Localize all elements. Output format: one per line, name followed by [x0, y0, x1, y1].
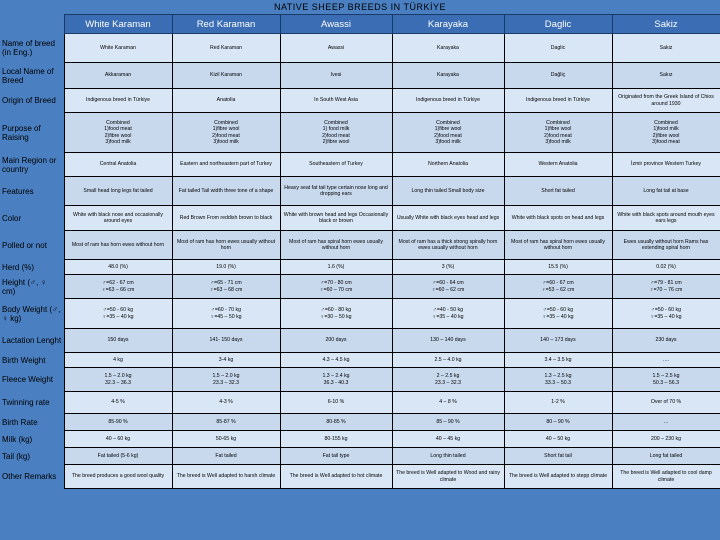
row-label: Features [0, 177, 64, 206]
table-row [0, 63, 720, 89]
table-row [0, 260, 720, 275]
table-cell: Long fat tail at base [612, 177, 720, 206]
row-label: Name of breed (in Eng.) [0, 34, 64, 63]
row-label: Fleece Weight [0, 368, 64, 392]
table-cell: 1.5 – 2.0 kg 23.3 – 32.3 [172, 368, 280, 392]
table-cell: The breed is Well adapted to hot climate [280, 465, 392, 489]
table-cell: ♂=50 - 60 kg ♀=35 – 40 kg [504, 299, 612, 329]
breeds-table [0, 14, 720, 489]
table-cell: 85-87 % [172, 414, 280, 431]
table-cell: 130 – 140 days [392, 329, 504, 353]
table-cell: Southeastern of Turkey [280, 153, 392, 177]
table-cell: Long fat tailed [612, 448, 720, 465]
row-label: Local Name of Breed [0, 63, 64, 89]
table-cell: Eastern and northeastern part of Turkey [172, 153, 280, 177]
table-cell: 19.0 (%) [172, 260, 280, 275]
row-label: Milk (kg) [0, 431, 64, 448]
table-cell: Short fat tail [504, 448, 612, 465]
table-cell: …. [612, 353, 720, 368]
table-cell: Ivesi [280, 63, 392, 89]
table-cell: Sakız [612, 63, 720, 89]
table-cell: 1.3 – 2.4 kg 36.3 - 40.3 [280, 368, 392, 392]
row-label: Purpose of Raising [0, 113, 64, 153]
table-cell: Combined 1)fibre wool 2)food meat 3)food milk [172, 113, 280, 153]
table-cell: Short fat tailed [504, 177, 612, 206]
table-cell: Fat tailed [172, 448, 280, 465]
table-cell: Sakiz [612, 34, 720, 63]
table-cell: ♂=70 - 80 cm ♀=60 – 70 cm [280, 275, 392, 299]
table-cell: Long thin tailed Small body size [392, 177, 504, 206]
table-cell: 141- 150 days [172, 329, 280, 353]
table-cell: Indigenous breed in Türkiye [64, 89, 172, 113]
table-cell: 1-2 % [504, 392, 612, 414]
table-cell: Most of ram has horn ewes usually without horn [172, 231, 280, 260]
table-cell: … [612, 414, 720, 431]
table-cell: ♂=40 - 50 kg ♀=35 – 40 kg [392, 299, 504, 329]
row-label: Birth Weight [0, 353, 64, 368]
row-label: Color [0, 206, 64, 231]
table-cell: ♂=79 - 81 cm ♀=70 – 76 cm [612, 275, 720, 299]
table-cell: 2.5 – 4.0 kg [392, 353, 504, 368]
table-cell: 40 – 60 kg [64, 431, 172, 448]
table-cell: White with black nose and occasionally around eyes [64, 206, 172, 231]
table-cell: 4-5 % [64, 392, 172, 414]
table-row [0, 392, 720, 414]
table-cell: İzmir province Western Turkey [612, 153, 720, 177]
table-cell: ♂=65 - 71 cm ♀=63 – 68 cm [172, 275, 280, 299]
row-label: Other Remarks [0, 465, 64, 489]
table-cell: Combined 1)fibre wool 2)food meat 3)food milk [392, 113, 504, 153]
table-cell: Usually White with black eyes head and legs [392, 206, 504, 231]
table-cell: White Karaman [64, 34, 172, 63]
header-row [0, 15, 720, 34]
table-cell: Central Anatolia [64, 153, 172, 177]
table-cell: 4.3 – 4.5 kg [280, 353, 392, 368]
table-row [0, 231, 720, 260]
table-cell: White with brown head and legs Occasionally black or brown [280, 206, 392, 231]
table-row [0, 113, 720, 153]
table-cell: White with black spots around mouth eyes ears legs [612, 206, 720, 231]
table-cell: Akkaraman [64, 63, 172, 89]
table-cell: Daglic [504, 34, 612, 63]
table-row [0, 275, 720, 299]
table-row [0, 329, 720, 353]
column-header: White Karaman [64, 15, 172, 34]
table-cell: 1.6 (%) [280, 260, 392, 275]
table-cell: Indigenous breed in Türkiye [392, 89, 504, 113]
table-row [0, 353, 720, 368]
table-cell: ♂=60 - 64 cm ♀=60 – 62 cm [392, 275, 504, 299]
table-cell: Combined 1) food milk 2)food meat 2)fibre wool [280, 113, 392, 153]
row-label: Birth Rate [0, 414, 64, 431]
table-cell: Red Brown From reddish brown to black [172, 206, 280, 231]
table-cell: 48.0 (%) [64, 260, 172, 275]
table-cell: 150 days [64, 329, 172, 353]
table-cell: 50-65 kg [172, 431, 280, 448]
table-cell: Heavy seat fat tail type certain nose long and dropping ears [280, 177, 392, 206]
table-cell: The breed produces a good wool quality [64, 465, 172, 489]
row-label: Lactation Lenght [0, 329, 64, 353]
table-cell: ♂=62 - 67 cm ♀=63 – 66 cm [64, 275, 172, 299]
table-row [0, 89, 720, 113]
table-cell: 1.5 – 2.5 kg 50.3 – 56.3 [612, 368, 720, 392]
table-row [0, 465, 720, 489]
table-row [0, 414, 720, 431]
row-label: Herd (%) [0, 260, 64, 275]
table-cell: 15.5 (%) [504, 260, 612, 275]
column-header: Red Karaman [172, 15, 280, 34]
table-cell: 80-85 % [280, 414, 392, 431]
table-cell: White with black spots on head and legs [504, 206, 612, 231]
column-header: Sakiz [612, 15, 720, 34]
table-cell: 200 – 230 kg [612, 431, 720, 448]
table-cell: 2 – 2.5 kg 23.3 – 32.3 [392, 368, 504, 392]
row-label: Origin of Breed [0, 89, 64, 113]
table-cell: 6-10 % [280, 392, 392, 414]
table-cell: Combined 1)food milk 2)fibre wool 3)food meat [612, 113, 720, 153]
column-header: Karayaka [392, 15, 504, 34]
table-cell: Most of ram has spiral horn ewes usually without horn [280, 231, 392, 260]
table-cell: 3 (%) [392, 260, 504, 275]
table-cell: Northern Anatolia [392, 153, 504, 177]
table-cell: 4 kg [64, 353, 172, 368]
table-cell: 230 days [612, 329, 720, 353]
column-header: Awassi [280, 15, 392, 34]
table-cell: Combined 1)fibre wool 2)food meat 3)food milk [504, 113, 612, 153]
table-cell: Fat tailed Tail width three tone of a shape [172, 177, 280, 206]
table-row [0, 431, 720, 448]
table-cell: Most of ram has horn ewes without horn [64, 231, 172, 260]
table-cell: In South West Asia [280, 89, 392, 113]
table-cell: 4-3 % [172, 392, 280, 414]
table-cell: ♂=50 - 60 kg ♀=35 – 40 kg [612, 299, 720, 329]
table-row [0, 206, 720, 231]
table-cell: ♂=60 - 67 cm ♀=53 – 62 cm [504, 275, 612, 299]
table-cell: Fat tail type [280, 448, 392, 465]
table-cell: ♂=50 - 60 kg ♀=35 – 40 kg [64, 299, 172, 329]
table-cell: Most of ram has spiral horn ewes usually without horn [504, 231, 612, 260]
table-cell: Ewes usually without horn Rams has extending spiral horn [612, 231, 720, 260]
table-cell: The breed is Well adapted to stepp climate [504, 465, 612, 489]
table-cell: 1.5 – 2.0 kg 32.3 – 36.3 [64, 368, 172, 392]
table-cell: 3.4 – 3.5 kg [504, 353, 612, 368]
table-cell: Long thin tailed [392, 448, 504, 465]
column-header: Daglic [504, 15, 612, 34]
table-row [0, 153, 720, 177]
table-cell: The breed is Well adapted to Wood and rainy climate [392, 465, 504, 489]
table-cell: The breed is Well adapted to harsh climate [172, 465, 280, 489]
table-cell: 85 – 90 % [392, 414, 504, 431]
row-label: Polled or not [0, 231, 64, 260]
row-label: Height (♂, ♀ cm) [0, 275, 64, 299]
table-cell: Dağliç [504, 63, 612, 89]
table-cell: Fat tailed (5-6 kg) [64, 448, 172, 465]
table-cell: Small head long legs fat tailed [64, 177, 172, 206]
table-cell: 4 – 8 % [392, 392, 504, 414]
table-cell: 40 – 50 kg [504, 431, 612, 448]
row-label: Tail (kg) [0, 448, 64, 465]
table-cell: Karayaka [392, 63, 504, 89]
table-cell: Karayaka [392, 34, 504, 63]
table-cell: 3-4 kg [172, 353, 280, 368]
table-cell: Anatolia [172, 89, 280, 113]
page-title: NATIVE SHEEP BREEDS IN TÜRKİYE [0, 0, 720, 14]
header-corner [0, 15, 64, 34]
table-cell: 80-155 kg [280, 431, 392, 448]
table-cell: Most of ram has a thick strong spirally horn ewes usually without horn [392, 231, 504, 260]
table-row [0, 34, 720, 63]
table-cell: ♂=60 - 80 kg ♀=30 – 50 kg [280, 299, 392, 329]
table-cell: Combined 1)food meat 2)fibre wool 3)food milk [64, 113, 172, 153]
table-cell: 85-90 % [64, 414, 172, 431]
table-cell: ♂=60 - 70 kg ♀=45 – 50 kg [172, 299, 280, 329]
table-cell: Western Anatolia [504, 153, 612, 177]
table-cell: 40 – 45 kg [392, 431, 504, 448]
table-cell: Awassi [280, 34, 392, 63]
row-label: Body Weight (♂, ♀ kg) [0, 299, 64, 329]
table-cell: Kizil Karaman [172, 63, 280, 89]
table-row [0, 177, 720, 206]
table-cell: Originated from the Greek Island of Chios around 1930 [612, 89, 720, 113]
table-cell: 80 – 90 % [504, 414, 612, 431]
table-cell: Indigenous breed in Türkiye [504, 89, 612, 113]
table-cell: 200 days [280, 329, 392, 353]
table-cell: The breed is Well adapted to cool damp climate [612, 465, 720, 489]
table-cell: Red Karaman [172, 34, 280, 63]
table-cell: 140 – 173 days [504, 329, 612, 353]
table-cell: Over of 70 % [612, 392, 720, 414]
table-row [0, 368, 720, 392]
table-row [0, 448, 720, 465]
table-cell: 0.02 (%) [612, 260, 720, 275]
row-label: Twinning rate [0, 392, 64, 414]
table-row [0, 299, 720, 329]
row-label: Main Region or country [0, 153, 64, 177]
table-cell: 1.3 – 2.5 kg 33.3 – 50.3 [504, 368, 612, 392]
